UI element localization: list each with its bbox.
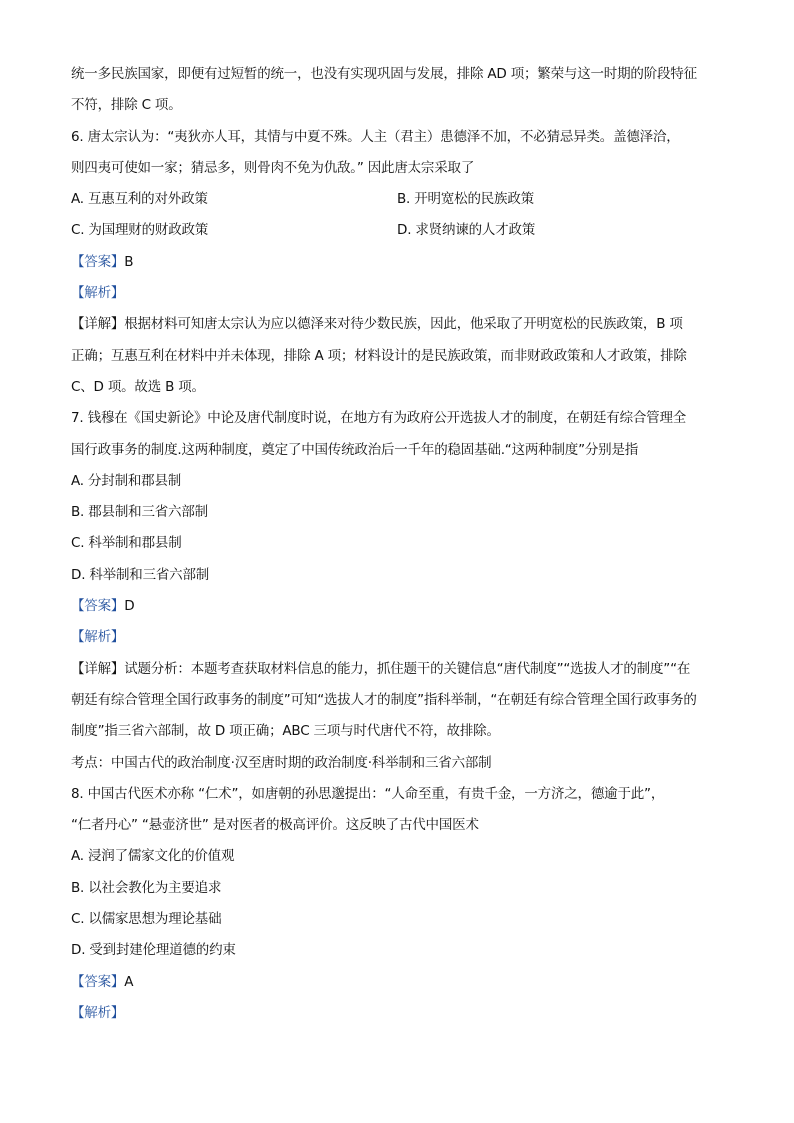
answer-line: [71, 967, 731, 998]
answer-label: 【答案】: [71, 253, 125, 270]
option-a: A. 互惠互利的对外政策: [71, 191, 208, 208]
prev-explanation-line: 统一多民族国家，即便有过短暂的统一，也没有实现巩固与发展，排除 AD 项；繁荣与这一时期的阶段特征: [71, 66, 697, 82]
option-d: D. 受到封建伦理道德的约束: [71, 942, 236, 959]
detail-line: C、D 项。故选 B 项。: [71, 378, 205, 395]
key-point-line: 考点：中国古代的政治制度·汉至唐时期的政治制度·科举制和三省六部制: [71, 754, 492, 771]
document-page: [71, 59, 731, 1029]
detail-line: 制度”指三省六部制，故 D 项正确；ABC 三项与时代唐代不符，故排除。: [71, 723, 500, 740]
answer-line: [71, 247, 731, 278]
detail-line: 朝廷有综合管理全国行政事务的制度”可知“选拔人才的制度”指科举制，“在朝廷有综合管理全国行政事务的: [71, 691, 697, 708]
analysis-label: 【解析】: [71, 629, 125, 646]
answer-line: [71, 591, 731, 622]
option-d: D. 求贤纳谏的人才政策: [397, 222, 536, 239]
answer-value: D: [124, 598, 135, 615]
option-c: C. 为国理财的财政政策: [71, 222, 209, 239]
detail-line: 【详解】试题分析：本题考查获取材料信息的能力，抓住题干的关键信息“唐代制度”“选拔人才的制度”“在: [71, 660, 691, 677]
option-c: C. 以儒家思想为理论基础: [71, 911, 222, 928]
question-6-options-row: [71, 215, 731, 246]
answer-label: 【答案】: [71, 598, 125, 615]
prev-explanation-line: 不符，排除 C 项。: [71, 97, 182, 114]
option-d: D. 科举制和三省六部制: [71, 566, 210, 583]
option-a: A. 浸润了儒家文化的价值观: [71, 848, 235, 865]
option-a: A. 分封制和郡县制: [71, 472, 182, 489]
detail-line: 【详解】根据材料可知唐太宗认为应以德泽来对待少数民族，因此，他采取了开明宽松的民族政策，B 项: [71, 316, 683, 333]
option-b: B. 开明宽松的民族政策: [397, 191, 534, 208]
analysis-label: 【解析】: [71, 1004, 125, 1021]
detail-line: 正确；互惠互利在材料中并未体现，排除 A 项；材料设计的是民族政策，而非财政政策和人才政策，排除: [71, 347, 687, 364]
question-8-stem: “仁者丹心” “悬壶济世” 是对医者的极高评价。这反映了古代中国医术: [71, 817, 479, 834]
option-c: C. 科举制和郡县制: [71, 535, 182, 552]
question-6-options-row: [71, 184, 731, 215]
answer-label: 【答案】: [71, 973, 125, 990]
question-7-stem: 7. 钱穆在《国史新论》中论及唐代制度时说，在地方有为政府公开选拔人才的制度，在朝廷有综合管理全: [71, 410, 687, 427]
answer-value: B: [124, 253, 134, 270]
question-6-stem: 则四夷可使如一家；猜忌多，则骨肉不免为仇敌。” 因此唐太宗采取了: [71, 159, 475, 176]
question-6-stem: 6. 唐太宗认为：“夷狄亦人耳，其情与中夏不殊。人主（君主）患德泽不加，不必猜忌异类。盖德泽洽，: [71, 128, 680, 145]
question-8-stem: 8. 中国古代医术亦称 “仁术”，如唐朝的孙思邈提出：“人命至重，有贵千金，一方济之，德逾于此”，: [71, 785, 665, 802]
analysis-label: 【解析】: [71, 285, 125, 302]
option-b: B. 郡县制和三省六部制: [71, 504, 208, 521]
answer-value: A: [124, 973, 134, 990]
option-b: B. 以社会教化为主要追求: [71, 879, 222, 896]
question-7-stem: 国行政事务的制度.这两种制度，奠定了中国传统政治后一千年的稳固基础.“这两种制度”分别是指: [71, 441, 639, 458]
